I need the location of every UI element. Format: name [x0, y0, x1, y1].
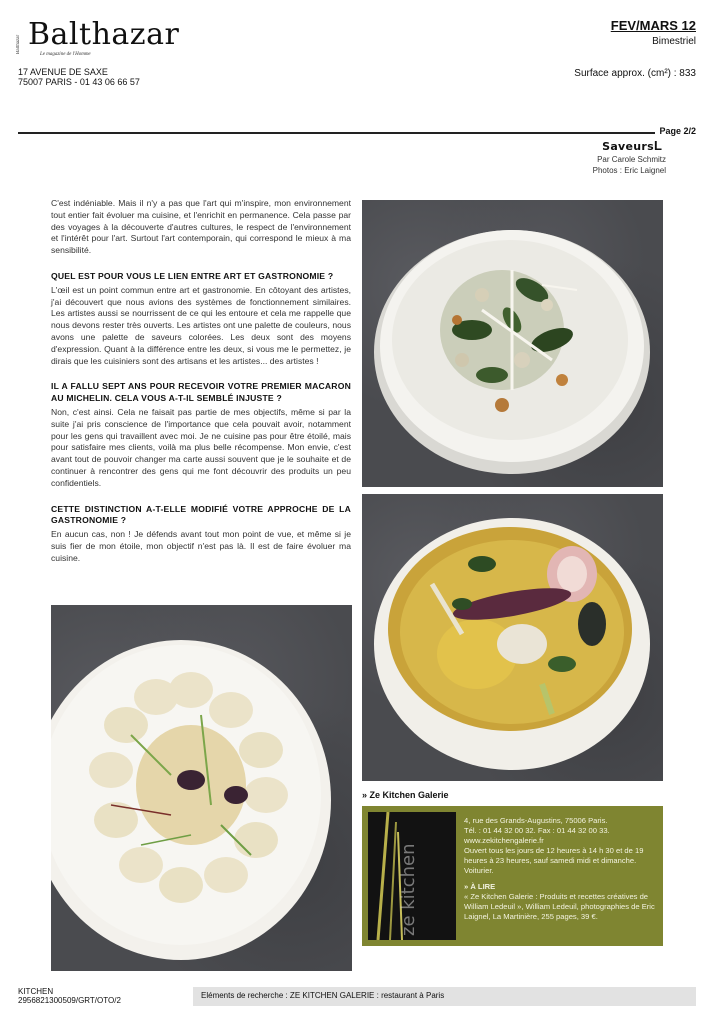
- issue-frequency: Bimestriel: [652, 36, 696, 47]
- restaurant-info-box: [362, 806, 663, 946]
- question-3: CETTE DISTINCTION A-T-ELLE MODIFIÉ VOTRE APPROCHE DE LA GASTRONOMIE ?: [51, 503, 351, 526]
- logo-wordmark: Balthazar: [28, 17, 180, 52]
- logo-tagline: Le magazine de l'Homme: [40, 52, 91, 57]
- answer-1: L'œil est un point commun entre art et gastronomie. En côtoyant des artistes, j'ai découvert que nous avions des systèmes de fonctionnement similaires. Les artistes aussi se nourrissent de ce qui les entoure et cela me rappelle que nous devons rester très ouverts. Les artistes ont une palette de couleurs, nous avons une palette de saveurs colorées. Les deux sont des moyens d'expression. Quant à la différence entre les deux, si vous me le permettez, je dirais que les cuisiniers sont des artisans et les artistes... des artistes !: [51, 284, 351, 366]
- restaurant-box-title: » Ze Kitchen Galerie: [362, 790, 449, 800]
- restaurant-address: 4, rue des Grands-Augustins, 75006 Paris.: [464, 816, 608, 825]
- header-divider: [18, 132, 696, 134]
- rubric-title: Saveurs: [602, 140, 654, 153]
- author-credit: Par Carole Schmitz: [597, 155, 666, 164]
- search-keywords-bar: [193, 987, 696, 1006]
- magazine-logo: [16, 18, 196, 62]
- issue-date: FEV/MARS 12: [610, 18, 696, 33]
- publisher-address-line1: 17 AVENUE DE SAXE: [18, 67, 108, 77]
- thumbnail-sign-text: ze kitchen: [398, 843, 419, 936]
- dish-photo-carpaccio: [51, 605, 352, 971]
- restaurant-phone: Tél. : 01 44 32 00 32. Fax : 01 44 32 00 33.: [464, 826, 610, 835]
- restaurant-details: [464, 816, 658, 922]
- search-keywords-text: Eléments de recherche : ZE KITCHEN GALERIE : restaurant à Paris: [201, 991, 445, 1000]
- read-label: » À LIRE: [464, 882, 496, 891]
- restaurant-thumbnail: [368, 812, 456, 940]
- plate-illustration-2: [51, 605, 352, 971]
- article-intro: C'est indéniable. Mais il n'y a pas que l'art qui m'inspire, mon environnement tout entier fait évoluer ma cuisine, et l'enrichit en permanence. Cela passe par des voyages à la découverte d'autres cultures, le respect de l'environnement et l'intérêt pour l'art. Surtout l'art contemporain, qui correspond le mieux à ma sensibilité.: [51, 198, 351, 256]
- book-reference: « Ze Kitchen Galerie : Produits et recettes créatives de William Ledeuil », William Ledeuil, photographies de Eric Laignel, La Martinière, 255 pages, 39 €.: [464, 892, 655, 921]
- restaurant-hours: Ouvert tous les jours de 12 heures à 14 h 30 et de 19 heures à 23 heures, sauf samedi midi et dimanche. Voiturier.: [464, 846, 644, 875]
- dish-photo-salad: [362, 200, 663, 487]
- footer-client: KITCHEN: [18, 987, 54, 996]
- article-body: [51, 198, 351, 579]
- page-number: Page 2/2: [655, 126, 696, 136]
- bowl-illustration: [362, 494, 663, 781]
- photo-credit: Photos : Eric Laignel: [592, 166, 666, 175]
- surface-area: Surface approx. (cm²) : 833: [574, 68, 696, 79]
- dish-photo-broth: [362, 494, 663, 781]
- question-2: IL A FALLU SEPT ANS POUR RECEVOIR VOTRE PREMIER MACARON AU MICHELIN. CELA VOUS A-T-IL SEMBLÉ INJUSTE ?: [51, 381, 351, 404]
- answer-3: En aucun cas, non ! Je défends avant tout mon point de vue, et même si je suis fier de mon étoile, mon objectif n'est pas là. Il est de faire évoluer ma cuisine.: [51, 529, 351, 563]
- answer-2: Non, c'est ainsi. Cela ne faisait pas partie de mes objectifs, même si par la suite j'ai pris conscience de l'importance que cela pouvait avoir, notamment pour les gens qui travaillent avec moi. Je ne cuisine pas pour être étoilé, mais pour satisfaire mes clients, voilà ma plus belle récompense. Mon envie, c'est avant tout de pouvoir changer ma carte aussi souvent que je le souhaite et de continuer à rencontrer des gens qui me font découvrir des produits un peu confidentiels.: [51, 406, 351, 488]
- logo-side-text: Balthazar: [16, 34, 21, 54]
- publisher-address-line2: 75007 PARIS - 01 43 06 66 57: [18, 77, 140, 87]
- footer-reference: [18, 987, 121, 1005]
- rubric-mark: L: [654, 138, 662, 153]
- restaurant-website: www.zekitchengalerie.fr: [464, 836, 544, 845]
- plate-illustration-1: [362, 200, 663, 487]
- footer-code: 2956821300509/GRT/OTO/2: [18, 996, 121, 1005]
- question-1: QUEL EST POUR VOUS LE LIEN ENTRE ART ET GASTRONOMIE ?: [51, 270, 334, 281]
